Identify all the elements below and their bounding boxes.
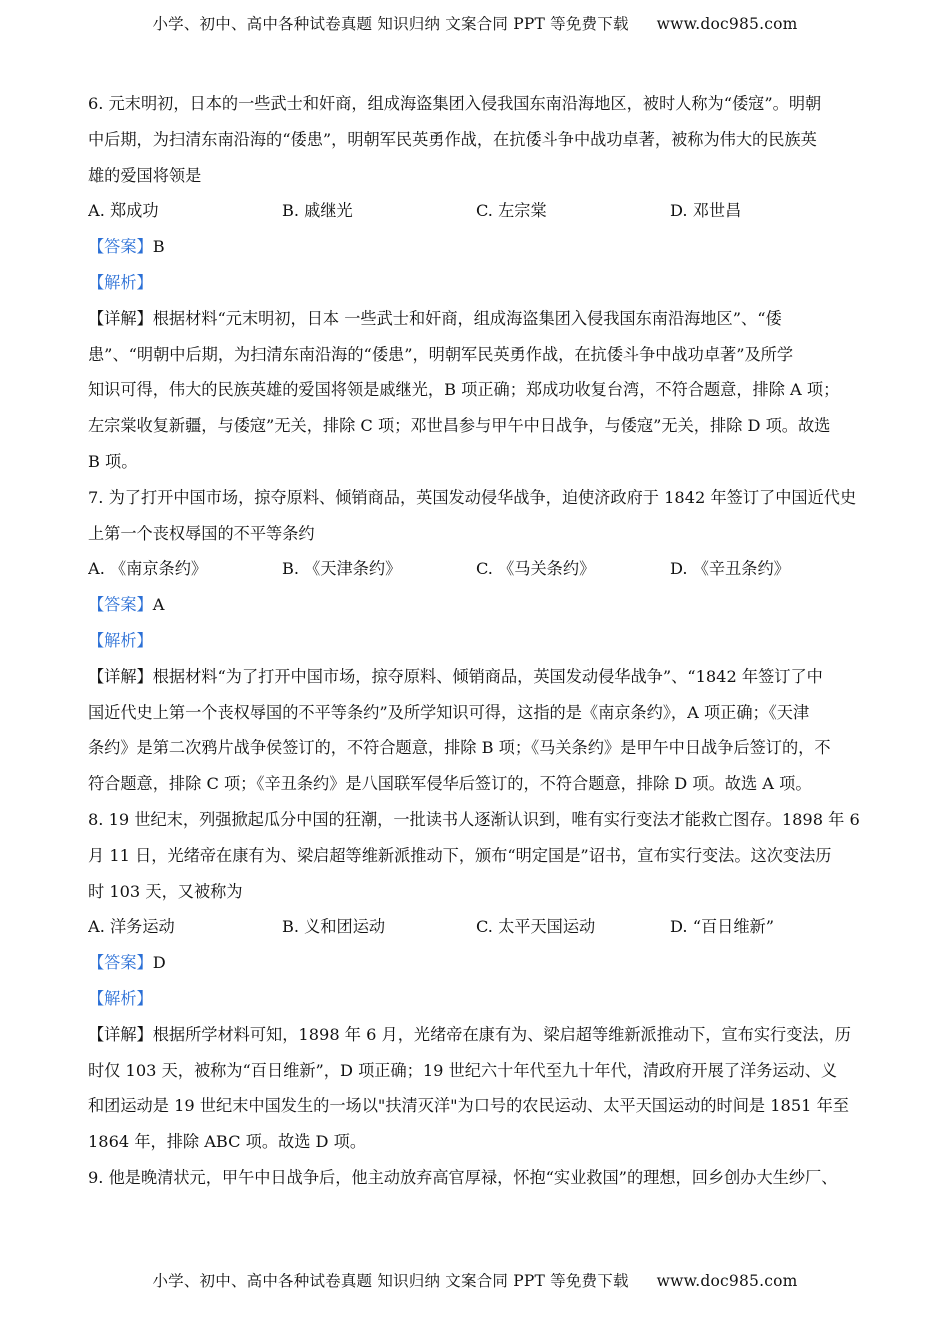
option-a: A. 洋务运动	[88, 917, 175, 937]
option-b: B. 义和团运动	[282, 917, 386, 937]
detail-line: 时仅 103 天，被称为“百日维新”，D 项正确；19 世纪六十年代至九十年代，清政府开展了洋务运动、义	[88, 1060, 838, 1080]
option-a: A. 《南京条约》	[88, 559, 208, 579]
detail-line	[88, 659, 868, 695]
question-6	[88, 86, 868, 480]
page-footer	[0, 1269, 950, 1291]
detail-line: 条约》是第二次鸦片战争侯签订的，不符合题意，排除 B 项；《马关条约》是甲午中日战争后签订的，不	[88, 738, 831, 758]
answer-value: A	[152, 595, 165, 615]
answer-tag: 【答案】	[88, 237, 153, 257]
question-7	[88, 480, 868, 802]
option-b: B. 《天津条约》	[282, 559, 402, 579]
analysis-line	[88, 623, 868, 659]
analysis-tag: 【解析】	[88, 630, 153, 650]
page-header	[0, 12, 950, 34]
detail-line: 国近代史上第一个丧权辱国的不平等条约”及所学知识可得，这指的是《南京条约》，A 项正确；《天津	[88, 702, 810, 722]
answer-tag: 【答案】	[88, 953, 153, 973]
detail-line	[88, 1017, 868, 1053]
question-line: 上第一个丧权辱国的不平等条约	[88, 523, 315, 543]
detail-line: 患”、“明朝中后期，为扫清东南沿海的“倭患”，明朝军民英勇作战，在抗倭斗争中战功卓著”及所学	[88, 344, 794, 364]
analysis-tag: 【解析】	[88, 988, 153, 1008]
question-8	[88, 802, 868, 1160]
question-line: 中后期，为扫清东南沿海的“倭患”，明朝军民英勇作战，在抗倭斗争中战功卓著，被称为伟大的民族英	[88, 129, 817, 149]
detail-text: 根据材料“元末明初，日本 一些武士和奸商，组成海盗集团入侵我国东南沿海地区”、“倭	[152, 308, 782, 328]
option-d: D. 邓世昌	[670, 201, 742, 221]
question-line: 8. 19 世纪末，列强掀起瓜分中国的狂潮，一批读书人逐渐认识到，唯有实行变法才能救亡图存。1898 年 6	[88, 809, 860, 829]
detail-line: 和团运动是 19 世纪末中国发生的一场以"扶清灭洋"为口号的农民运动、太平天国运动的时间是 1851 年至	[88, 1096, 849, 1116]
answer-value: B	[152, 237, 165, 257]
option-a: A. 郑成功	[88, 201, 159, 221]
question-line: 时 103 天，又被称为	[88, 881, 243, 901]
detail-line: 知识可得，伟大的民族英雄的爱国将领是戚继光，B 项正确；郑成功收复台湾，不符合题意，排除 A 项；	[88, 380, 840, 400]
question-line: 6. 元末明初，日本的一些武士和奸商，组成海盗集团入侵我国东南沿海地区，被时人称为“倭寇”。明朝	[88, 94, 822, 113]
document-body	[88, 86, 868, 1196]
answer-line	[88, 587, 868, 623]
detail-tag: 【详解】	[88, 308, 153, 328]
option-d: D. 《辛丑条约》	[670, 559, 790, 579]
option-c: C. 左宗棠	[476, 201, 547, 221]
analysis-line	[88, 981, 868, 1017]
header-url[interactable]: www.doc985.com	[656, 15, 798, 33]
question-line: 9. 他是晚清状元，甲午中日战争后，他主动放弃高官厚禄，怀抱“实业救国”的理想，回乡创办大生纱厂、	[88, 1167, 838, 1187]
answer-line	[88, 229, 868, 265]
header-text: 小学、初中、高中各种试卷真题 知识归纳 文案合同 PPT 等免费下载	[152, 15, 629, 33]
footer-url[interactable]: www.doc985.com	[656, 1272, 798, 1290]
options-row	[88, 551, 868, 587]
question-line: 月 11 日，光绪帝在康有为、梁启超等维新派推动下，颁布“明定国是”诏书，宣布实行变法。这次变法历	[88, 845, 832, 865]
option-c: C. 《马关条约》	[476, 559, 596, 579]
options-row	[88, 909, 868, 945]
answer-value: D	[152, 953, 166, 973]
footer-text: 小学、初中、高中各种试卷真题 知识归纳 文案合同 PPT 等免费下载	[152, 1272, 629, 1290]
question-9	[88, 1160, 868, 1196]
answer-line	[88, 945, 868, 981]
options-row	[88, 193, 868, 229]
option-d: D. “百日维新”	[670, 917, 774, 937]
detail-text: 根据材料“为了打开中国市场，掠夺原料、倾销商品，英国发动侵华战争”、“1842 年签订了中	[152, 666, 823, 686]
option-b: B. 戚继光	[282, 201, 353, 221]
answer-tag: 【答案】	[88, 595, 153, 615]
question-line: 7. 为了打开中国市场，掠夺原料、倾销商品，英国发动侵华战争，迫使济政府于 1842 年签订了中国近代史	[88, 487, 857, 507]
option-c: C. 太平天国运动	[476, 917, 596, 937]
analysis-tag: 【解析】	[88, 272, 153, 292]
analysis-line	[88, 265, 868, 301]
detail-text: 根据所学材料可知，1898 年 6 月，光绪帝在康有为、梁启超等维新派推动下，宣布实行变法，历	[152, 1024, 851, 1044]
detail-tag: 【详解】	[88, 1024, 153, 1044]
detail-line: 左宗棠收复新疆，与倭寇”无关，排除 C 项；邓世昌参与甲午中日战争，与倭寇”无关，排除 D 项。故选	[88, 416, 831, 436]
detail-line	[88, 301, 868, 337]
question-line: 雄的爱国将领是	[88, 165, 202, 185]
detail-line: 1864 年，排除 ABC 项。故选 D 项。	[88, 1132, 367, 1152]
detail-tag: 【详解】	[88, 666, 153, 686]
detail-line: B 项。	[88, 451, 138, 471]
detail-line: 符合题意，排除 C 项；《辛丑条约》是八国联军侵华后签订的，不符合题意，排除 D 项。故选 A 项。	[88, 774, 812, 794]
